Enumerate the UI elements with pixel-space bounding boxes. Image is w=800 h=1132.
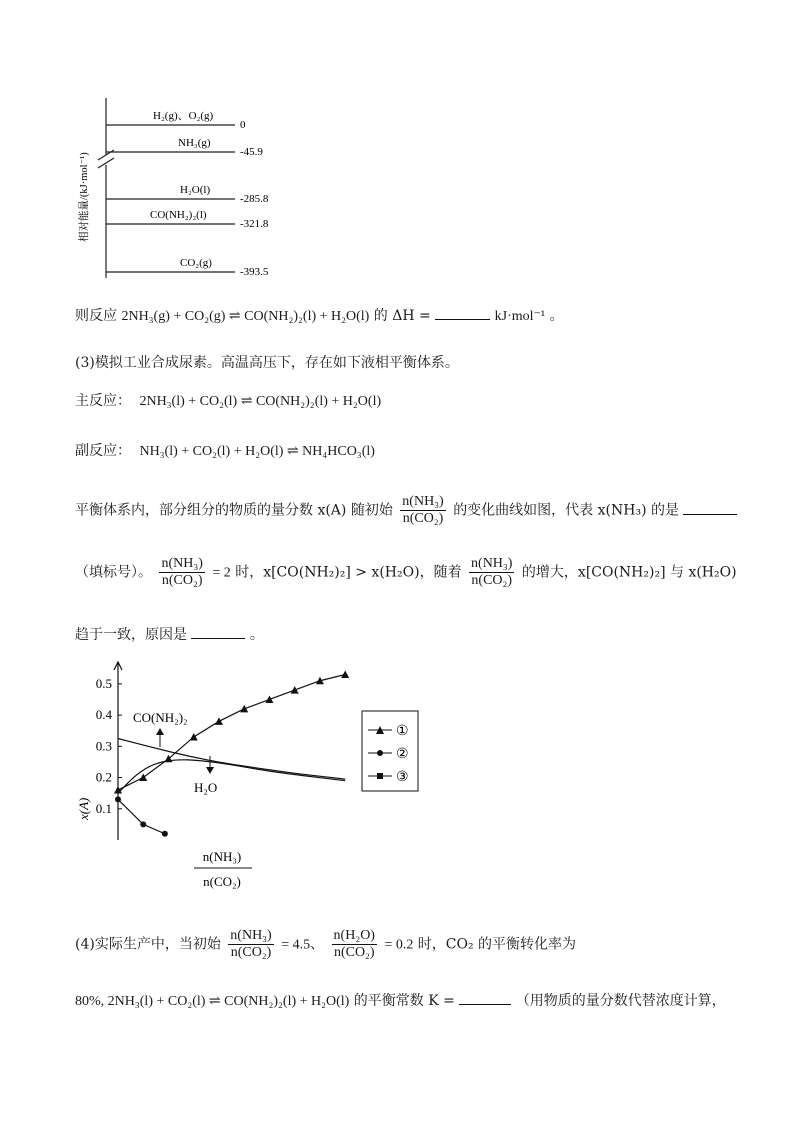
main-reaction-equation: 2NH₃(l) + CO₂(l) ⇌ CO(NH₂)₂(l) + H₂O(l) (139, 394, 382, 409)
chart-legend (362, 711, 418, 791)
legend-box (362, 711, 418, 791)
q3-line2-eq: = 2 (212, 565, 231, 581)
fraction-numerator: n(NH₃) (471, 556, 513, 571)
q3-line2 (75, 556, 737, 589)
ratio-fraction (400, 494, 445, 527)
x-axis-label-denominator: n(CO₂) (203, 874, 241, 889)
q2-reaction: 2NH₃(g) + CO₂(g) ⇌ CO(NH₂)₂(l) + H₂O(l) (121, 309, 370, 324)
q3-line3-end: 。 (249, 627, 264, 643)
series-line-4 (118, 739, 345, 780)
series-line-3 (118, 760, 345, 793)
q3-line3-text: 趋于一致，原因是 (75, 627, 187, 643)
y-tick-label: 0.1 (95, 800, 112, 816)
triangle-data-point (215, 717, 223, 725)
level-value: -393.5 (240, 266, 269, 278)
answer-blank-dh[interactable] (435, 305, 490, 320)
triangle-data-point (240, 705, 248, 713)
q2-end: 。 (549, 308, 564, 324)
fraction-denominator: n(CO₂) (333, 945, 375, 960)
ratio-fraction (469, 556, 514, 589)
level-label: CO₂(g) (180, 257, 212, 269)
main-reaction-label: 主反应： (75, 393, 131, 409)
level-value: -285.8 (240, 193, 269, 205)
q2-unit: kJ·mol⁻¹ (494, 309, 546, 324)
level-value: -45.9 (240, 146, 263, 158)
triangle-data-point (291, 686, 299, 694)
energy-level-diagram (70, 92, 300, 292)
q2-prefix: 则反应 (75, 308, 117, 324)
q4-line1-text-a: (4)实际生产中，当初始 (75, 936, 221, 953)
q4-eq2: = 0.2 (384, 937, 414, 953)
side-reaction-label: 副反应： (75, 443, 131, 459)
ratio-fraction (159, 556, 204, 589)
q3-line3 (75, 624, 264, 644)
circle-data-point (162, 831, 168, 837)
circle-data-point (115, 796, 121, 802)
fraction-denominator: n(CO₂) (402, 511, 444, 526)
q4-line1-text-b: 时，CO₂ 的平衡转化率为 (417, 936, 577, 953)
x-axis-label-numerator: n(NH₃) (202, 849, 242, 864)
arrow-down-icon (206, 767, 214, 774)
answer-blank-k[interactable] (459, 990, 511, 1005)
main-reaction-line (75, 390, 381, 410)
q2-mid: 的 ΔH = (373, 308, 431, 324)
q4-eq1: = 4.5、 (281, 937, 325, 953)
side-reaction-line (75, 440, 375, 460)
q3-line2-text-b: 时，x[CO(NH₂)₂] > x(H₂O)，随着 (235, 564, 462, 581)
y-axis-label: x(A) (76, 797, 91, 820)
chart-series (114, 670, 349, 836)
legend-label-3: ③ (396, 770, 409, 785)
q3-line1-text-a: 平衡体系内，部分组分的物质的量分数 x(A) 随初始 (75, 502, 393, 519)
square-marker-icon (377, 773, 383, 779)
level-label: NH₃(g) (178, 137, 211, 149)
q3-line1 (75, 494, 737, 527)
fraction-denominator: n(CO₂) (471, 573, 513, 588)
q3-line1-text-b: 的变化曲线如图，代表 x(NH₃) 的是 (453, 502, 679, 519)
y-tick-label: 0.2 (95, 769, 112, 785)
triangle-data-point (341, 670, 349, 678)
fraction-numerator: n(NH₃) (230, 928, 272, 943)
y-tick-label: 0.3 (95, 738, 112, 754)
q2-line (75, 305, 564, 325)
level-label: CO(NH₂)₂(l) (150, 209, 207, 221)
fraction-denominator: n(CO₂) (161, 573, 203, 588)
q3-line2-text-a: （填标号）。 (75, 564, 152, 581)
arrow-up-icon (156, 728, 164, 735)
circle-data-point (140, 821, 146, 827)
energy-axis-label: 相对能量/(kJ·mol⁻¹) (79, 152, 90, 242)
triangle-data-point (139, 774, 147, 781)
level-value: -321.8 (240, 218, 269, 230)
q4-line1 (75, 928, 576, 961)
y-tick-label: 0.4 (95, 707, 112, 723)
triangle-data-point (265, 695, 273, 703)
level-label: H₂(g)、O₂(g) (153, 110, 214, 122)
q3-line2-text-c: 的增大，x[CO(NH₂)₂] 与 x(H₂O) (521, 564, 737, 581)
q3-intro: (3)模拟工业合成尿素。高温高压下，存在如下液相平衡体系。 (75, 355, 459, 371)
answer-blank-nh3-curve[interactable] (683, 500, 737, 515)
triangle-data-point (190, 733, 198, 741)
answer-blank-reason[interactable] (191, 624, 245, 639)
annotation-urea: CO(NH₂)₂ (133, 710, 188, 725)
level-value: 0 (240, 119, 246, 131)
annotation-h2o: H₂O (194, 780, 218, 795)
ratio-fraction (228, 928, 273, 961)
ratio-fraction (332, 928, 377, 961)
fraction-numerator: n(NH₃) (161, 556, 203, 571)
fraction-numerator: n(H₂O) (333, 928, 375, 943)
q4-reaction: 80%, 2NH₃(l) + CO₂(l) ⇌ CO(NH₂)₂(l) + H₂O(l) (75, 994, 350, 1009)
fraction-numerator: n(NH₃) (402, 494, 444, 509)
series-line-1 (118, 674, 345, 790)
fraction-denominator: n(CO₂) (230, 945, 272, 960)
y-tick-label: 0.5 (95, 675, 112, 691)
level-label: H₂O(l) (180, 184, 211, 196)
chart-axes (114, 662, 122, 840)
q4-line2 (75, 990, 726, 1010)
mole-fraction-chart (70, 650, 430, 900)
series-line-2 (118, 799, 165, 833)
q4-line2-text-b: 的平衡常数 K = (353, 993, 455, 1009)
legend-label-1: ① (396, 724, 409, 739)
legend-label-2: ② (396, 747, 409, 762)
side-reaction-equation: NH₃(l) + CO₂(l) + H₂O(l) ⇌ NH₄HCO₃(l) (139, 444, 375, 459)
q4-line2-text-c: （用物质的量分数代替浓度计算， (515, 993, 726, 1009)
circle-marker-icon (377, 750, 383, 756)
